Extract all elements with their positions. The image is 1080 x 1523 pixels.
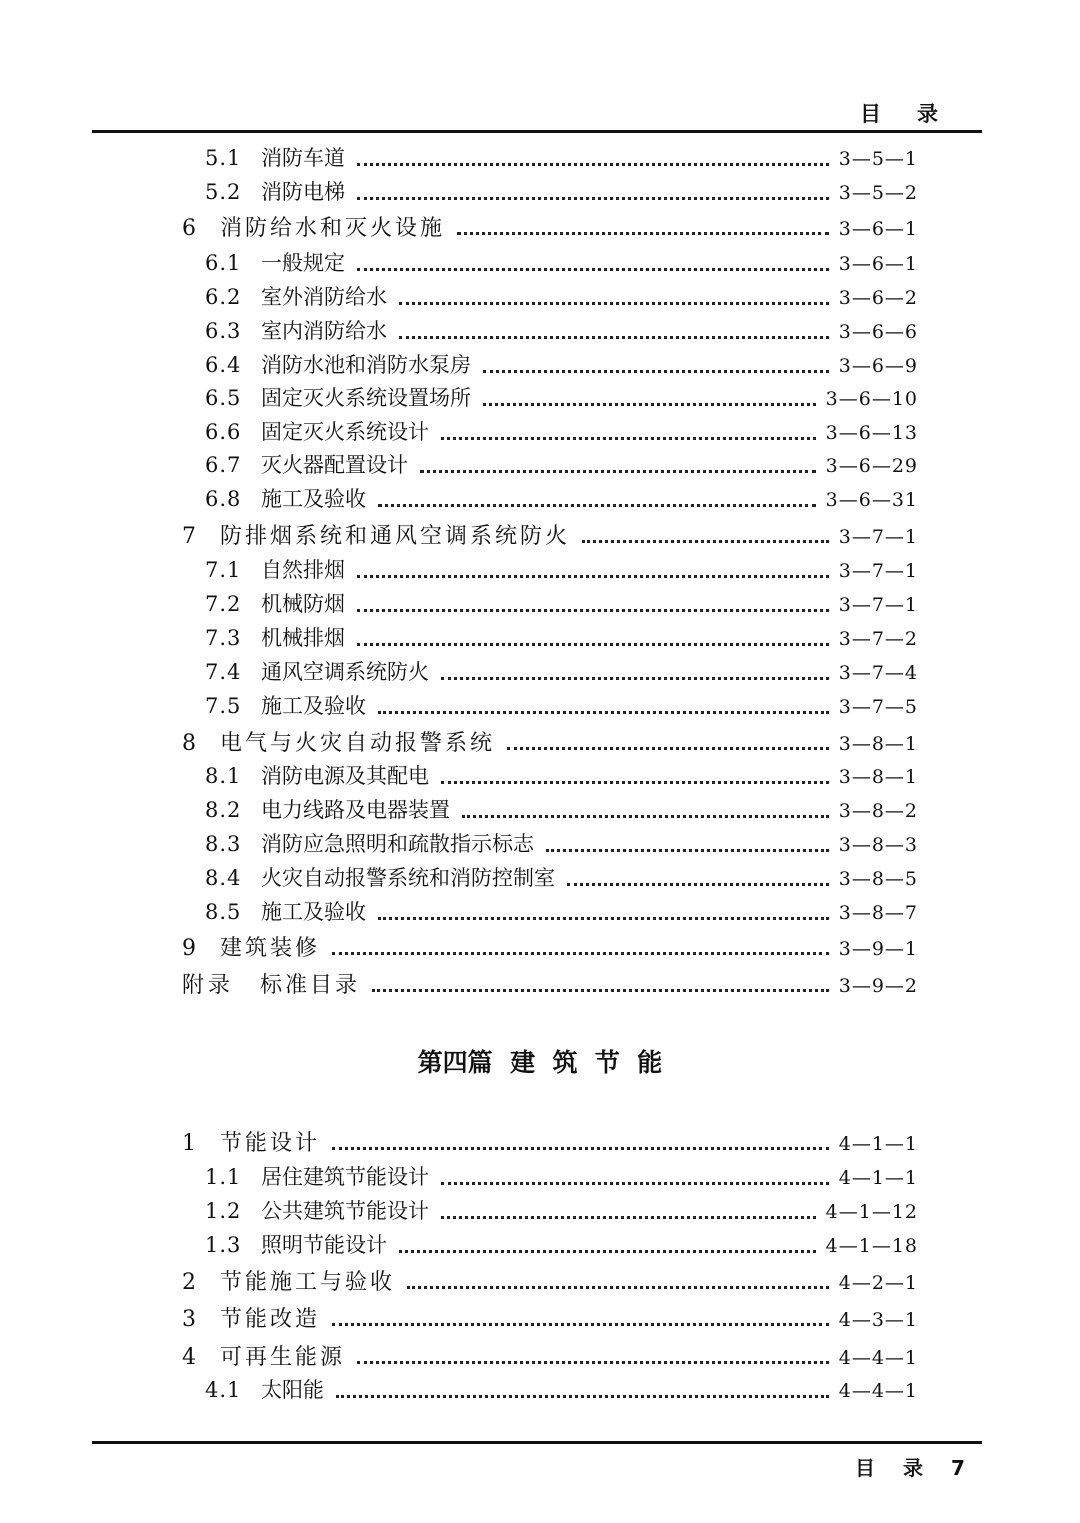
toc-entry-title: 灭火器配置设计 (261, 453, 408, 477)
toc-entry-title: 施工及验收 (261, 487, 366, 511)
toc-entry-page: 3—7—5 (838, 696, 918, 718)
toc-entry-title: 居住建筑节能设计 (261, 1165, 429, 1189)
toc-entry-page: 3—6—13 (825, 422, 918, 444)
toc-entry-page: 3—6—10 (825, 388, 918, 410)
toc-entry-page: 3—6—29 (825, 455, 918, 477)
running-header-title: 目录 (860, 102, 974, 126)
toc-entry (205, 176, 918, 206)
toc-entry-page: 4—1—12 (825, 1201, 918, 1223)
dot-leader (399, 336, 829, 339)
dot-leader (357, 163, 829, 166)
dot-leader (441, 677, 829, 680)
dot-leader (441, 781, 829, 784)
toc-entry-number: 8.5 (205, 900, 242, 924)
toc-entry-page: 3—8—3 (838, 834, 918, 856)
dot-leader (399, 302, 829, 305)
footer-rule (92, 1441, 982, 1444)
dot-leader (332, 952, 829, 955)
toc-entry-title: 标准目录 (260, 973, 361, 998)
toc-entry-number: 8.3 (205, 832, 242, 856)
toc-entry (205, 760, 918, 790)
toc-entry-title: 电气与火灾自动报警系统 (220, 731, 496, 756)
toc-entry-number: 8 (182, 731, 196, 756)
toc-entry-title: 火灾自动报警系统和消防控制室 (261, 866, 555, 890)
dot-leader (399, 1250, 816, 1253)
dot-leader (457, 232, 829, 235)
toc-entry (205, 449, 918, 479)
toc-entry-title: 固定灭火系统设置场所 (261, 386, 471, 410)
toc-entry-title: 室内消防给水 (261, 319, 387, 343)
toc-entry-page: 3—7—2 (838, 628, 918, 650)
toc-entry-title: 消防应急照明和疏散指示标志 (261, 832, 534, 856)
toc-entry-title: 通风空调系统防火 (261, 660, 429, 684)
toc-entry-number: 6.7 (205, 453, 242, 477)
dot-leader (462, 815, 829, 818)
toc-entry-page: 3—6—1 (838, 253, 918, 275)
toc-entry (205, 382, 918, 412)
toc-entry-page: 3—5—2 (838, 182, 918, 204)
toc-entry-page: 4—4—1 (838, 1380, 918, 1402)
part-4-heading: 第四篇 建 筑 节 能 (417, 1048, 663, 1077)
toc-entry-number: 9 (182, 936, 196, 961)
toc-entry (182, 968, 918, 998)
toc-entry (182, 1265, 918, 1295)
dot-leader (357, 1361, 829, 1364)
toc-entry-number: 附录 (182, 973, 235, 998)
toc-entry (205, 896, 918, 926)
dot-leader (357, 575, 829, 578)
toc-entry-number: 6 (182, 216, 196, 241)
toc-entry-page: 3—8—1 (838, 733, 918, 755)
toc-entry-title: 建筑装修 (220, 936, 321, 961)
toc-entry-number: 1.3 (205, 1233, 242, 1257)
dot-leader (372, 989, 829, 992)
toc-entry (205, 622, 918, 652)
dot-leader (336, 1395, 829, 1398)
footer-title: 目录 (855, 1456, 951, 1480)
toc-entry (205, 828, 918, 858)
toc-entry-number: 7.5 (205, 694, 242, 718)
toc-entry-title: 消防电梯 (261, 180, 345, 204)
toc-entry (182, 1340, 918, 1370)
toc-entry-page: 3—8—5 (838, 868, 918, 890)
dot-leader (441, 1182, 829, 1185)
toc-entry-page: 4—1—1 (838, 1167, 918, 1189)
toc-entry-page: 4—4—1 (838, 1347, 918, 1369)
toc-entry-number: 4.1 (205, 1378, 242, 1402)
toc-entry-title: 施工及验收 (261, 900, 366, 924)
dot-leader (441, 437, 816, 440)
dot-leader (567, 883, 829, 886)
dot-leader (420, 470, 816, 473)
dot-leader (546, 849, 829, 852)
toc-entry-number: 8.4 (205, 866, 242, 890)
toc-entry-page: 3—5—1 (838, 148, 918, 170)
toc-entry-title: 可再生能源 (220, 1345, 346, 1370)
toc-entry-page: 4—3—1 (838, 1309, 918, 1331)
toc-entry (205, 483, 918, 513)
toc-entry-number: 5.2 (205, 180, 242, 204)
toc-entry-page: 3—7—1 (838, 594, 918, 616)
toc-entry-page: 3—8—1 (838, 766, 918, 788)
toc-entry (205, 349, 918, 379)
toc-entry (182, 211, 918, 241)
toc-entry-page: 3—9—2 (838, 975, 918, 997)
dot-leader (378, 917, 829, 920)
toc-entry-title: 固定灭火系统设计 (261, 420, 429, 444)
toc-entry-page: 3—6—31 (825, 489, 918, 511)
toc-entry-page: 3—6—9 (838, 355, 918, 377)
toc-entry (182, 726, 918, 756)
toc-entry-title: 节能改造 (220, 1307, 321, 1332)
dot-leader (357, 197, 829, 200)
toc-entry-page: 3—7—1 (838, 560, 918, 582)
page-number: 7 (951, 1456, 965, 1480)
page-footer (855, 1452, 965, 1481)
toc-entry-number: 2 (182, 1270, 196, 1295)
toc-entry-title: 电力线路及电器装置 (261, 798, 450, 822)
toc-entry-number: 1 (182, 1131, 196, 1156)
dot-leader (378, 711, 829, 714)
toc-entry-page: 4—1—18 (825, 1235, 918, 1257)
toc-entry-number: 1.1 (205, 1165, 242, 1189)
dot-leader (582, 540, 829, 543)
toc-entry (182, 1126, 918, 1156)
toc-entry-number: 6.5 (205, 386, 242, 410)
toc-entry-page: 3—6—6 (838, 321, 918, 343)
toc-entry (205, 588, 918, 618)
dot-leader (441, 1216, 816, 1219)
toc-entry (182, 519, 918, 549)
dot-leader (357, 643, 829, 646)
toc-entry (205, 862, 918, 892)
toc-entry-number: 4 (182, 1345, 196, 1370)
toc-entry-page: 3—9—1 (838, 938, 918, 960)
toc-entry-number: 6.3 (205, 319, 242, 343)
toc-entry-title: 太阳能 (261, 1378, 324, 1402)
toc-entry-number: 1.2 (205, 1199, 242, 1223)
toc-entry-number: 5.1 (205, 146, 242, 170)
dot-leader (483, 370, 829, 373)
toc-entry-title: 消防水池和消防水泵房 (261, 353, 471, 377)
dot-leader (357, 609, 829, 612)
toc-entry-title: 消防电源及其配电 (261, 764, 429, 788)
toc-entry-number: 7.3 (205, 626, 242, 650)
toc-entry (205, 416, 918, 446)
toc-entry-number: 3 (182, 1307, 196, 1332)
toc-entry-page: 4—2—1 (838, 1272, 918, 1294)
toc-entry-number: 8.1 (205, 764, 242, 788)
toc-entry (182, 1302, 918, 1332)
toc-entry-title: 公共建筑节能设计 (261, 1199, 429, 1223)
toc-entry-title: 施工及验收 (261, 694, 366, 718)
toc-entry-page: 3—7—4 (838, 662, 918, 684)
toc-entry-title: 节能设计 (220, 1131, 321, 1156)
toc-entry-number: 7.2 (205, 592, 242, 616)
toc-entry (205, 315, 918, 345)
toc-entry (182, 931, 918, 961)
dot-leader (357, 268, 829, 271)
toc-entry-page: 4—1—1 (838, 1133, 918, 1155)
toc-entry (205, 1374, 918, 1404)
toc-entry (205, 1161, 918, 1191)
toc-entry-title: 自然排烟 (261, 558, 345, 582)
toc-entry (205, 1229, 918, 1259)
toc-entry-title: 消防给水和灭火设施 (220, 216, 446, 241)
toc-entry-number: 7 (182, 524, 196, 549)
dot-leader (378, 504, 816, 507)
dot-leader (483, 403, 816, 406)
dot-leader (507, 747, 829, 750)
toc-entry (205, 247, 918, 277)
toc-entry (205, 656, 918, 686)
toc-entry-title: 防排烟系统和通风空调系统防火 (220, 524, 571, 549)
toc-entry-number: 6.8 (205, 487, 242, 511)
toc-entry (205, 794, 918, 824)
toc-entry-title: 一般规定 (261, 251, 345, 275)
toc-entry-title: 机械排烟 (261, 626, 345, 650)
toc-entry-number: 6.1 (205, 251, 242, 275)
toc-entry-title: 节能施工与验收 (220, 1270, 396, 1295)
toc-entry-page: 3—7—1 (838, 526, 918, 548)
dot-leader (332, 1323, 829, 1326)
toc-entry (205, 142, 918, 172)
toc-entry (205, 554, 918, 584)
toc-entry (205, 690, 918, 720)
toc-entry (205, 1195, 918, 1225)
toc-entry-page: 3—6—1 (838, 218, 918, 240)
toc-entry-number: 7.1 (205, 558, 242, 582)
toc-entry-title: 照明节能设计 (261, 1233, 387, 1257)
toc-entry (205, 281, 918, 311)
toc-entry-number: 7.4 (205, 660, 242, 684)
toc-entry-number: 6.4 (205, 353, 242, 377)
toc-entry-title: 室外消防给水 (261, 285, 387, 309)
toc-entry-page: 3—8—7 (838, 902, 918, 924)
dot-leader (407, 1286, 829, 1289)
toc-entry-page: 3—6—2 (838, 287, 918, 309)
toc-entry-title: 消防车道 (261, 146, 345, 170)
toc-entry-number: 6.6 (205, 420, 242, 444)
toc-entry-number: 8.2 (205, 798, 242, 822)
dot-leader (332, 1147, 829, 1150)
header-rule (92, 130, 982, 133)
toc-entry-number: 6.2 (205, 285, 242, 309)
toc-entry-page: 3—8—2 (838, 800, 918, 822)
toc-entry-title: 机械防烟 (261, 592, 345, 616)
